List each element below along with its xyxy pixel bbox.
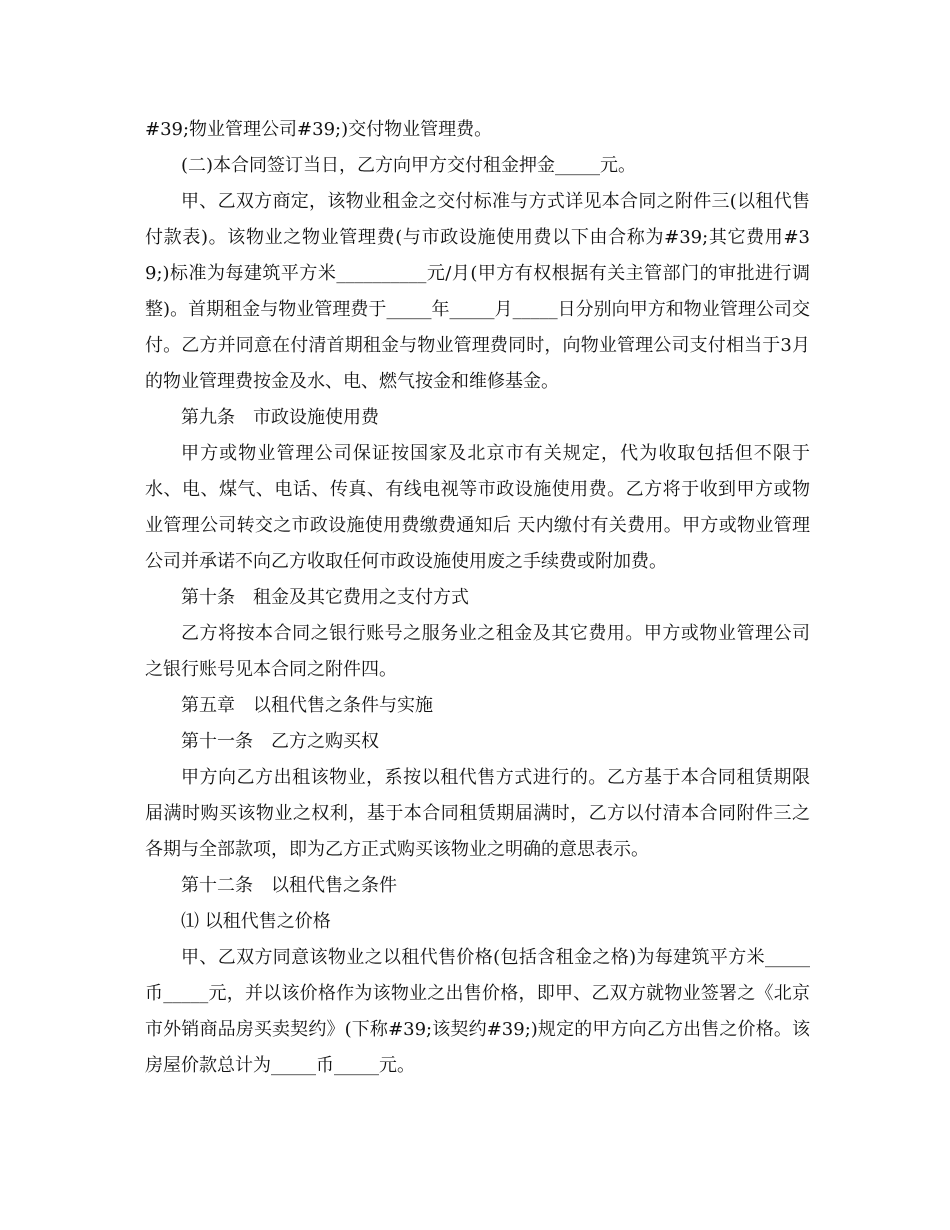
paragraph: 甲方或物业管理公司保证按国家及北京市有关规定，代为收取包括但不限于水、电、煤气、电话、传真、有线电视等市政设施使用费。乙方将于收到甲方或物业管理公司转交之市政设施使用费缴费通知后 天内缴付有关费用。甲方或物业管理公司并承诺不向乙方收取任何市政设施使用废之手续费或附加费。: [145, 443, 810, 572]
section-heading: 第十二条 以租代售之条件: [181, 875, 397, 896]
paragraph: 甲、乙双方同意该物业之以租代售价格(包括含租金之格)为每建筑平方米_____币_____元，并以该价格作为该物业之出售价格，即甲、乙双方就物业签署之《北京市外销商品房买卖契约》(下称#39;该契约#39;)规定的甲方向乙方出售之价格。该房屋价款总计为_____币_____元。: [145, 947, 810, 1076]
subsection-heading: ⑴ 以租代售之价格: [181, 911, 331, 932]
section-heading: 第十条 租金及其它费用之支付方式: [181, 587, 469, 608]
paragraph: 甲方向乙方出租该物业，系按以租代售方式进行的。乙方基于本合同租赁期限届满时购买该物业之权利，基于本合同租赁期届满时，乙方以付清本合同附件三之各期与全部款项，即为乙方正式购买该物业之明确的意思表示。: [145, 767, 810, 860]
paragraph: (二)本合同签订当日，乙方向甲方交付租金押金_____元。: [181, 155, 637, 176]
document-page: [145, 112, 810, 1084]
section-heading: 第十一条 乙方之购买权: [181, 731, 379, 752]
section-heading: 第九条 市政设施使用费: [181, 407, 379, 428]
paragraph: #39;物业管理公司#39;)交付物业管理费。: [145, 119, 493, 140]
paragraph: 甲、乙双方商定，该物业租金之交付标准与方式详见本合同之附件三(以租代售付款表)。该物业之物业管理费(与市政设施使用费以下由合称为#39;其它费用#39;)标准为每建筑平方米__________元/月(甲方有权根据有关主管部门的审批进行调整)。首期租金与物业管理费于_____年_____月_____日分别向甲方和物业管理公司交付。乙方并同意在付清首期租金与物业管理费同时，向物业管理公司支付相当于3月的物业管理费按金及水、电、燃气按金和维修基金。: [145, 191, 810, 392]
paragraph: 乙方将按本合同之银行账号之服务业之租金及其它费用。甲方或物业管理公司之银行账号见本合同之附件四。: [145, 623, 810, 680]
chapter-heading: 第五章 以租代售之条件与实施: [181, 695, 433, 716]
